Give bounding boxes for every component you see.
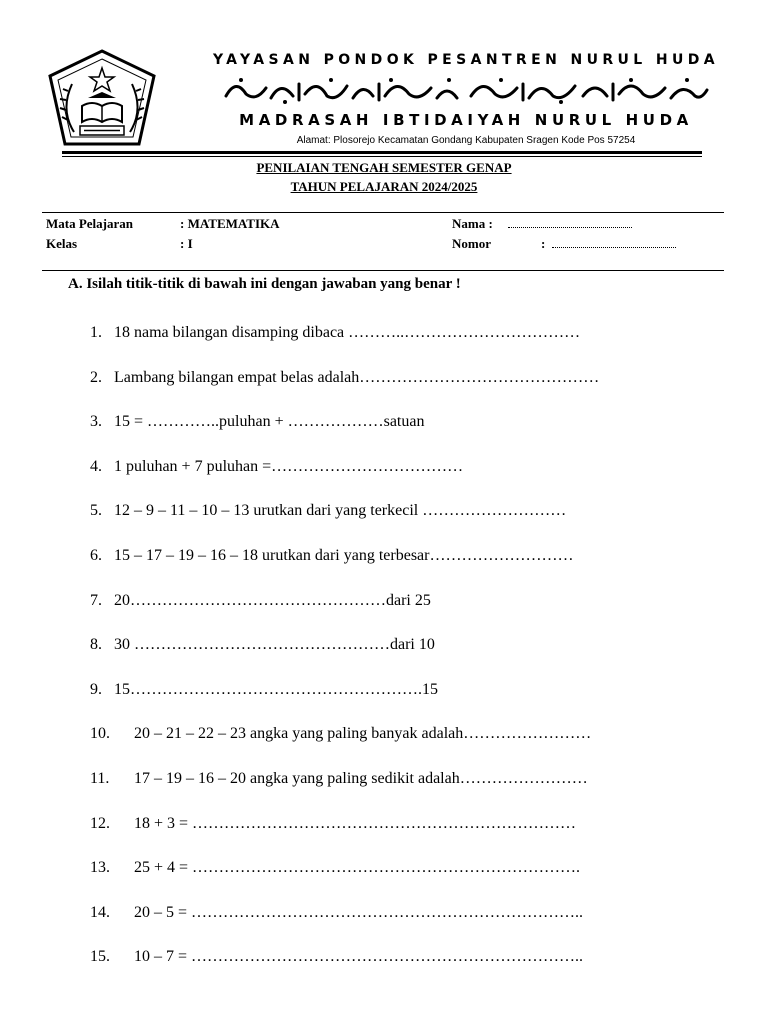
arabic-calligraphy-icon bbox=[221, 76, 711, 104]
class-value: : I bbox=[180, 236, 193, 251]
subject-label: Mata Pelajaran bbox=[46, 216, 134, 231]
question-item bbox=[90, 725, 591, 743]
letterhead bbox=[46, 46, 720, 158]
question-number: 3. bbox=[90, 413, 102, 430]
letterhead-divider-thin bbox=[62, 156, 702, 157]
question-item bbox=[90, 904, 583, 922]
question-text: 15 – 17 – 19 – 16 – 18 urutkan dari yang terbesar……………………… bbox=[114, 547, 574, 564]
question-item bbox=[90, 592, 431, 610]
question-item bbox=[90, 324, 580, 342]
question-text: 20…………………………………………dari 25 bbox=[114, 592, 431, 609]
question-text: 15……………………………………………….15 bbox=[114, 681, 438, 698]
question-text: 12 – 9 – 11 – 10 – 13 urutkan dari yang terkecil ……………………… bbox=[114, 502, 567, 519]
number-colon: : bbox=[541, 236, 546, 251]
name-field[interactable] bbox=[508, 216, 632, 232]
question-text: 1 puluhan + 7 puluhan =……………………………… bbox=[114, 458, 464, 475]
question-item bbox=[90, 413, 424, 431]
question-number: 4. bbox=[90, 458, 102, 475]
question-number: 8. bbox=[90, 636, 102, 653]
question-item bbox=[90, 547, 573, 565]
question-text: 20 – 5 = ……………………………………………………………….. bbox=[134, 904, 584, 921]
letterhead-divider-thick bbox=[62, 151, 702, 154]
question-number: 1. bbox=[90, 324, 102, 341]
exam-title: PENILAIAN TENGAH SEMESTER GENAP bbox=[256, 160, 512, 175]
question-number: 5. bbox=[90, 502, 102, 519]
number-label: Nomor bbox=[452, 236, 491, 251]
question-item bbox=[90, 815, 576, 833]
question-item bbox=[90, 636, 435, 654]
info-bottom-rule bbox=[42, 270, 724, 271]
question-item bbox=[90, 369, 599, 387]
question-text: 30 …………………………………………dari 10 bbox=[114, 636, 435, 653]
info-top-rule bbox=[42, 212, 724, 213]
question-text: 15 = …………..puluhan + ………………satuan bbox=[114, 413, 425, 430]
question-number: 9. bbox=[90, 681, 102, 698]
foundation-name: YAYASAN PONDOK PESANTREN NURUL HUDA bbox=[212, 52, 720, 68]
subject-value: : MATEMATIKA bbox=[180, 216, 280, 231]
question-number: 2. bbox=[90, 369, 102, 386]
school-address: Alamat: Plosorejo Kecamatan Gondang Kabupaten Sragen Kode Pos 57254 bbox=[296, 135, 636, 146]
question-text: 10 – 7 = ……………………………………………………………….. bbox=[134, 948, 584, 965]
question-text: 20 – 21 – 22 – 23 angka yang paling banyak adalah…………………… bbox=[134, 725, 592, 742]
question-number: 15. bbox=[90, 948, 110, 965]
question-item bbox=[90, 681, 438, 699]
question-number: 10. bbox=[90, 725, 110, 742]
number-field[interactable] bbox=[552, 236, 676, 252]
question-item bbox=[90, 770, 588, 788]
question-text: 18 + 3 = ……………………………………………………………… bbox=[134, 815, 577, 832]
question-item bbox=[90, 948, 583, 966]
question-text: 17 – 19 – 16 – 20 angka yang paling sedikit adalah…………………… bbox=[134, 770, 588, 787]
school-name: MADRASAH IBTIDAIYAH NURUL HUDA bbox=[239, 111, 693, 129]
question-item bbox=[90, 859, 580, 877]
question-number: 7. bbox=[90, 592, 102, 609]
question-number: 14. bbox=[90, 904, 110, 921]
question-text: 25 + 4 = ………………………………………………………………. bbox=[134, 859, 581, 876]
question-item bbox=[90, 458, 463, 476]
question-number: 11. bbox=[90, 770, 110, 787]
question-number: 13. bbox=[90, 859, 110, 876]
class-label: Kelas bbox=[46, 236, 78, 251]
name-label: Nama : bbox=[452, 216, 493, 231]
question-text: Lambang bilangan empat belas adalah……………………………………… bbox=[114, 369, 600, 386]
question-number: 6. bbox=[90, 547, 102, 564]
madrasah-emblem-icon bbox=[46, 48, 158, 152]
section-a-instruction: A. Isilah titik-titik di bawah ini dengan jawaban yang benar ! bbox=[68, 276, 461, 292]
academic-year: TAHUN PELAJARAN 2024/2025 bbox=[290, 179, 478, 194]
question-item bbox=[90, 502, 566, 520]
question-text: 18 nama bilangan disamping dibaca ………..…………………………… bbox=[114, 324, 581, 341]
question-number: 12. bbox=[90, 815, 110, 832]
